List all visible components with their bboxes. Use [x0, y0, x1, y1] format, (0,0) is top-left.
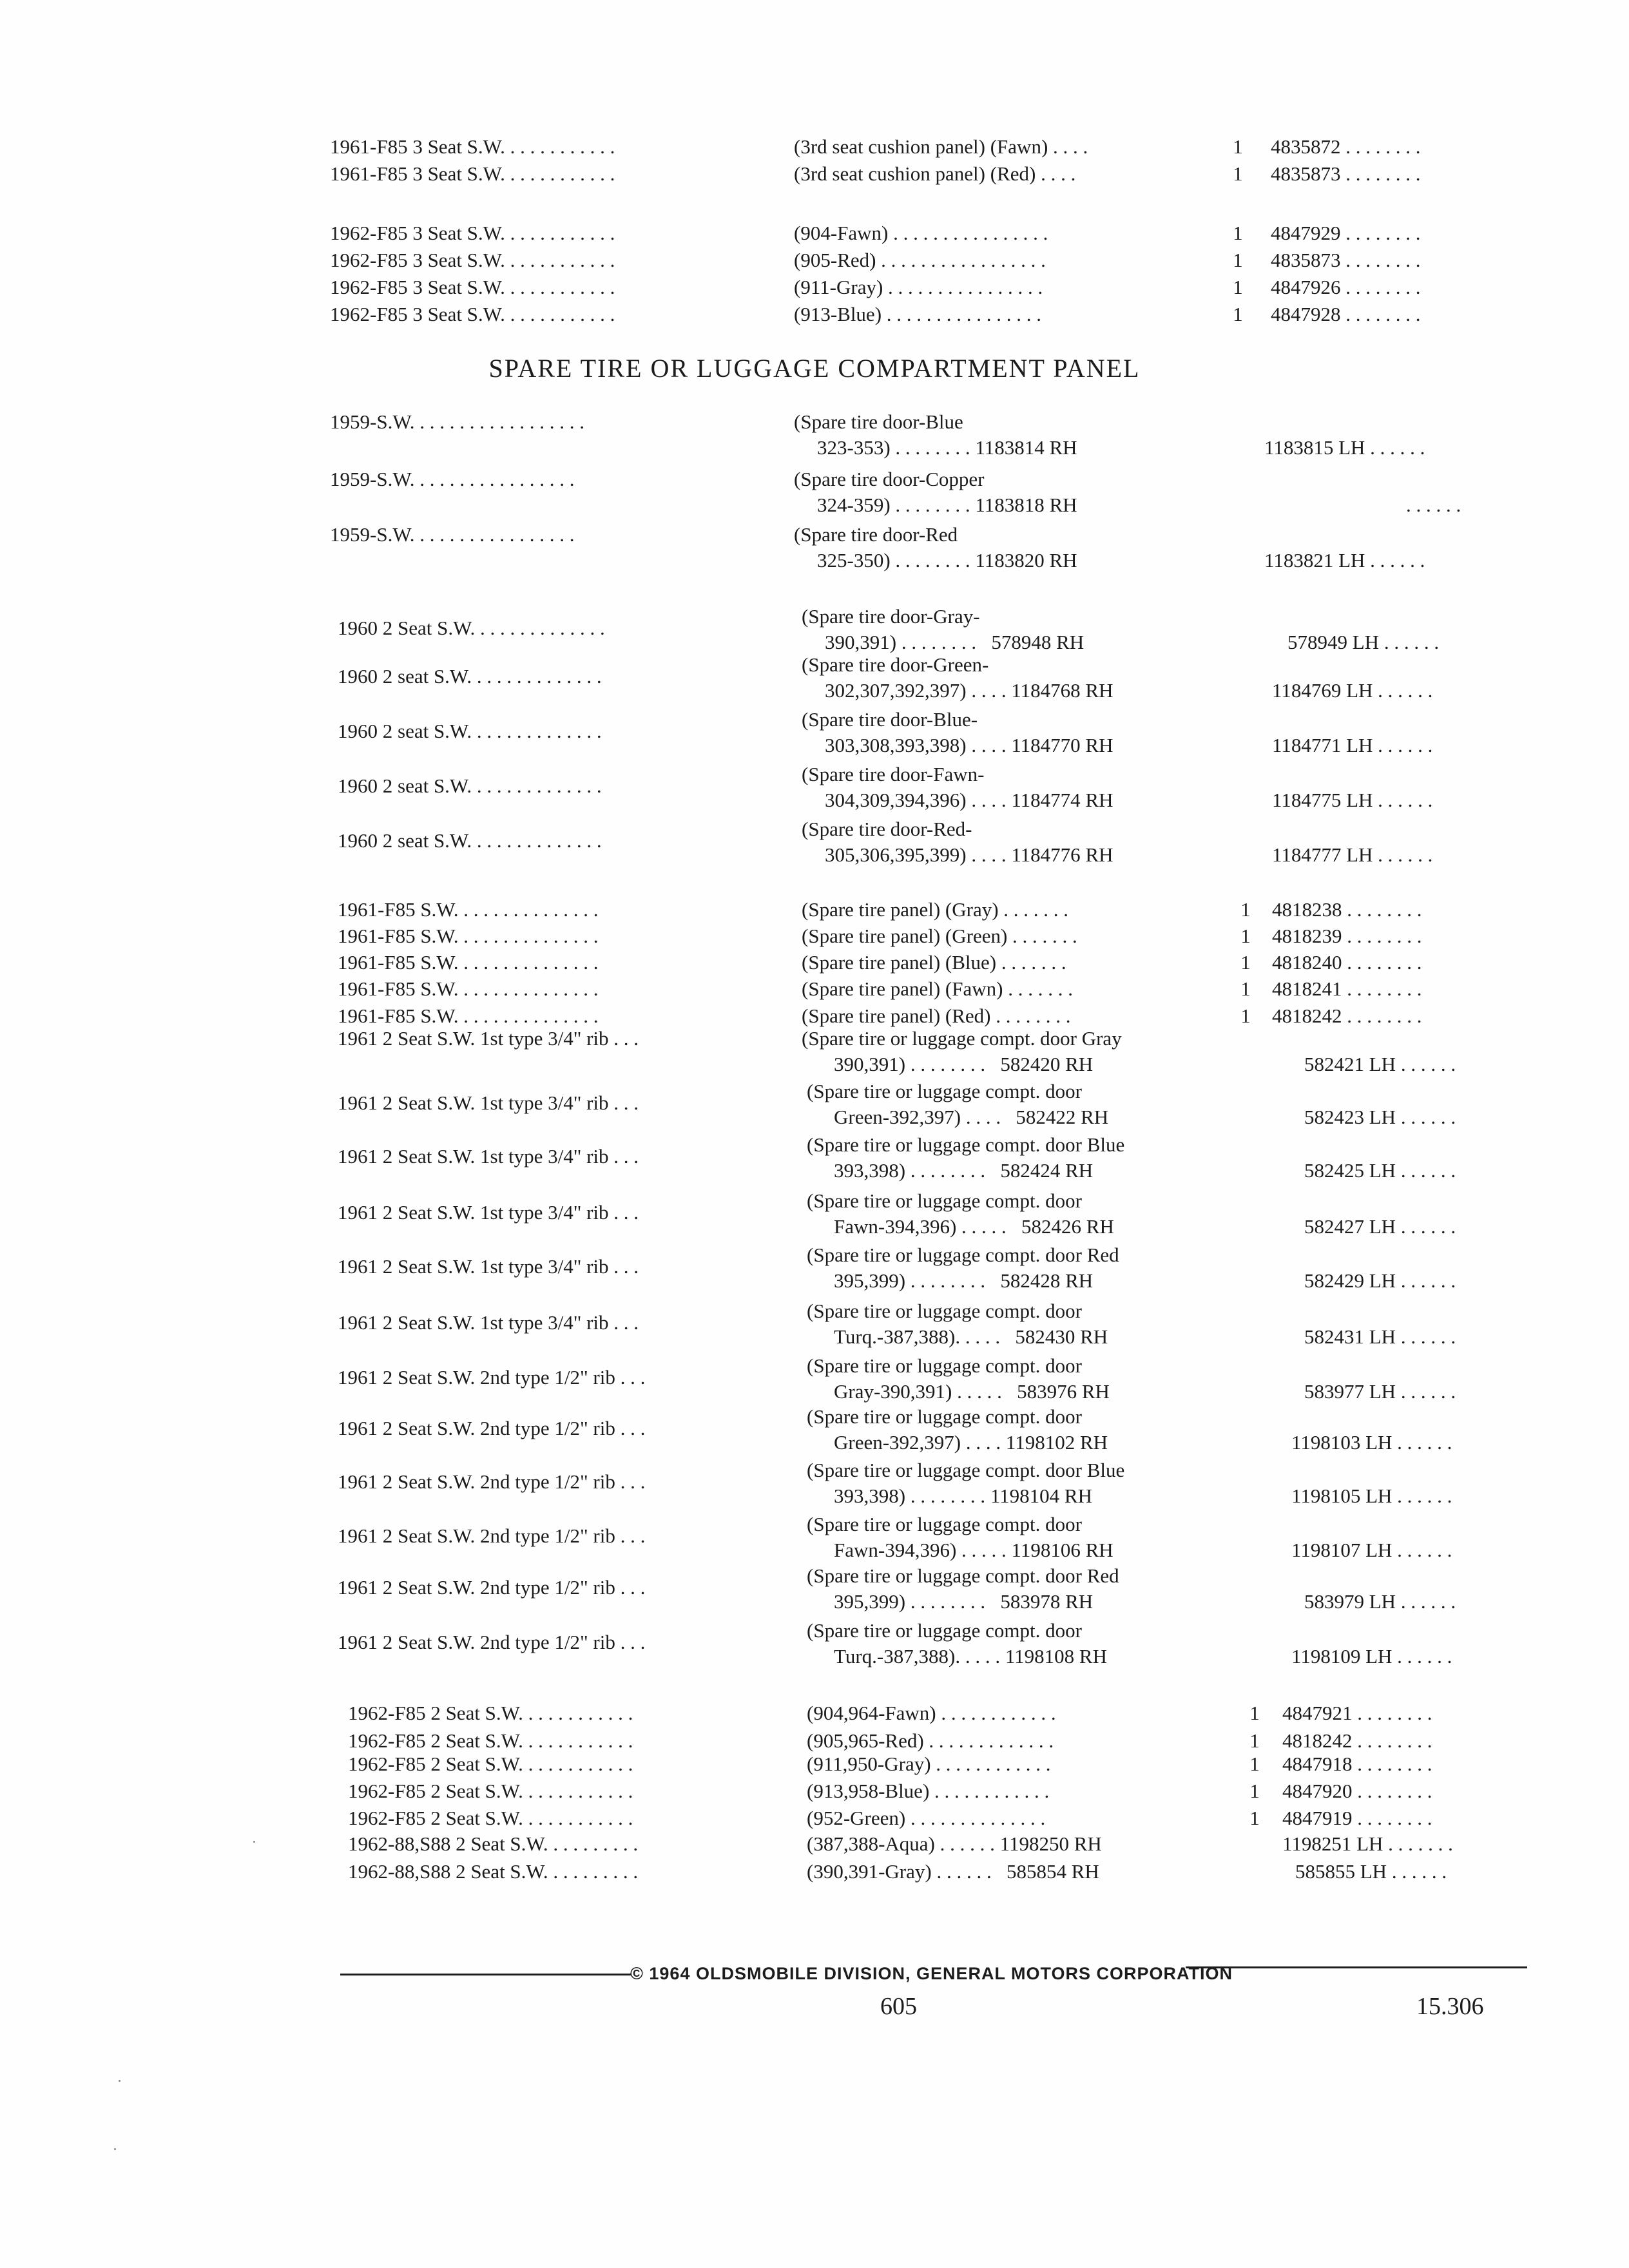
description-cell: (913,958-Blue) . . . . . . . . . . . .	[807, 1780, 1050, 1802]
lh-part-cell: 1184771 LH . . . . . .	[1272, 734, 1433, 756]
description-cell: (3rd seat cushion panel) (Red) . . . .	[794, 162, 1076, 185]
model-cell: 1959-S.W. . . . . . . . . . . . . . . . .	[330, 468, 575, 490]
model-cell: 1959-S.W. . . . . . . . . . . . . . . . .	[330, 523, 575, 546]
part-number-cell: 4847926 . . . . . . . .	[1271, 276, 1421, 298]
description-line: (Spare tire door-Copper	[794, 468, 985, 490]
rh-part-line: Green-392,397) . . . . 1198102 RH	[834, 1431, 1108, 1454]
model-cell: 1961 2 Seat S.W. 2nd type 1/2" rib . . .	[338, 1366, 646, 1389]
model-cell: 1960 2 seat S.W. . . . . . . . . . . . . .	[338, 774, 602, 797]
table-row	[338, 1352, 1456, 1407]
quantity-cell: 1	[1233, 276, 1243, 298]
description-cell: (905-Red) . . . . . . . . . . . . . . . . .	[794, 249, 1046, 271]
rh-part-line: 395,399) . . . . . . . . 583978 RH	[834, 1590, 1094, 1613]
rh-part-line: Fawn-394,396) . . . . . 1198106 RH	[834, 1539, 1113, 1561]
table-row	[338, 1024, 1456, 1080]
model-cell: 1962-F85 3 Seat S.W. . . . . . . . . . . .	[330, 276, 615, 298]
table-row	[338, 1241, 1456, 1296]
model-cell: 1961-F85 S.W. . . . . . . . . . . . . . .	[338, 925, 599, 947]
model-cell: 1961 2 Seat S.W. 1st type 3/4" rib . . .	[338, 1311, 639, 1334]
table-row	[330, 160, 1421, 188]
description-line: (Spare tire or luggage compt. door Blue	[807, 1459, 1125, 1481]
table-row	[348, 1777, 1432, 1805]
lh-part-cell: 1184775 LH . . . . . .	[1272, 789, 1433, 811]
lh-part-cell: 1183815 LH . . . . . .	[1264, 436, 1425, 459]
copyright-notice: © 1964 OLDSMOBILE DIVISION, GENERAL MOTORS CORPORATION	[630, 1964, 1233, 1983]
quantity-cell: 1	[1240, 925, 1251, 947]
part-number-cell: 4818239 . . . . . . . .	[1272, 925, 1422, 947]
part-number-cell: 4847918 . . . . . . . .	[1282, 1753, 1432, 1775]
description-line: (Spare tire door-Blue-	[802, 708, 978, 731]
table-row	[338, 1077, 1456, 1133]
rh-part-line: 304,309,394,396) . . . . 1184774 RH	[825, 789, 1113, 811]
description-line: (Spare tire or luggage compt. door	[807, 1619, 1082, 1642]
table-row	[330, 465, 1461, 521]
description-cell: (390,391-Gray) . . . . . . 585854 RH	[807, 1860, 1099, 1883]
table-row	[330, 246, 1421, 274]
model-cell: 1962-F85 3 Seat S.W. . . . . . . . . . . .	[330, 303, 615, 325]
quantity-cell: 1	[1233, 222, 1243, 244]
part-number-cell: 4847928 . . . . . . . .	[1271, 303, 1421, 325]
quantity-cell: 1	[1233, 162, 1243, 185]
description-cell: (3rd seat cushion panel) (Fawn) . . . .	[794, 135, 1088, 158]
table-row	[338, 1456, 1452, 1512]
rh-part-line: 390,391) . . . . . . . . 578948 RH	[825, 631, 1084, 653]
description-cell: (387,388-Aqua) . . . . . . 1198250 RH	[807, 1832, 1102, 1855]
part-number-cell: 4818240 . . . . . . . .	[1272, 951, 1422, 974]
lh-part-cell: . . . . . .	[1406, 494, 1461, 516]
description-line: (Spare tire or luggage compt. door	[807, 1513, 1082, 1535]
lh-part-cell: 583979 LH . . . . . .	[1304, 1590, 1456, 1613]
table-row	[338, 1617, 1452, 1672]
part-number-cell: 4818242 . . . . . . . .	[1282, 1729, 1432, 1752]
model-cell: 1961 2 Seat S.W. 2nd type 1/2" rib . . .	[338, 1631, 646, 1653]
part-number-cell: 4835872 . . . . . . . .	[1271, 135, 1421, 158]
model-cell: 1962-F85 3 Seat S.W. . . . . . . . . . . .	[330, 249, 615, 271]
description-cell: (Spare tire panel) (Gray) . . . . . . .	[802, 898, 1069, 921]
scan-speck	[114, 2148, 116, 2150]
model-cell: 1962-F85 2 Seat S.W. . . . . . . . . . . .	[348, 1729, 633, 1752]
scan-speck	[119, 2080, 120, 2082]
part-number-cell: 1198251 LH . . . . . . .	[1282, 1832, 1453, 1855]
description-line: (Spare tire door-Red-	[802, 818, 972, 840]
description-cell: (Spare tire panel) (Green) . . . . . . .	[802, 925, 1077, 947]
description-cell: (Spare tire panel) (Red) . . . . . . . .	[802, 1004, 1071, 1027]
quantity-cell: 1	[1233, 249, 1243, 271]
rh-part-line: 302,307,392,397) . . . . 1184768 RH	[825, 679, 1113, 702]
table-row	[338, 1131, 1456, 1186]
rh-part-line: Gray-390,391) . . . . . 583976 RH	[834, 1380, 1110, 1403]
table-row	[338, 975, 1422, 1003]
lh-part-cell: 582423 LH . . . . . .	[1304, 1106, 1456, 1128]
quantity-cell: 1	[1233, 303, 1243, 325]
quantity-cell: 1	[1249, 1753, 1260, 1775]
rh-part-line: 303,308,393,398) . . . . 1184770 RH	[825, 734, 1113, 756]
model-cell: 1961 2 Seat S.W. 1st type 3/4" rib . . .	[338, 1201, 639, 1224]
table-row	[338, 815, 1433, 870]
description-line: (Spare tire or luggage compt. door Gray	[802, 1027, 1122, 1050]
rh-part-line: Green-392,397) . . . . 582422 RH	[834, 1106, 1109, 1128]
model-cell: 1961 2 Seat S.W. 1st type 3/4" rib . . .	[338, 1091, 639, 1114]
part-number-cell: 4818241 . . . . . . . .	[1272, 977, 1422, 1000]
rh-part-line: Turq.-387,388). . . . . 582430 RH	[834, 1325, 1108, 1348]
part-number-cell: 4847921 . . . . . . . .	[1282, 1702, 1432, 1724]
model-cell: 1962-F85 3 Seat S.W. . . . . . . . . . . .	[330, 222, 615, 244]
model-cell: 1959-S.W. . . . . . . . . . . . . . . . . .	[330, 410, 584, 433]
model-cell: 1962-F85 2 Seat S.W. . . . . . . . . . . .	[348, 1702, 633, 1724]
table-row	[338, 922, 1422, 950]
model-cell: 1962-88,S88 2 Seat S.W. . . . . . . . . .	[348, 1832, 639, 1855]
part-number-cell: 4847920 . . . . . . . .	[1282, 1780, 1432, 1802]
table-row	[348, 1699, 1432, 1727]
table-row	[338, 602, 1440, 658]
rh-part-line: 323-353) . . . . . . . . 1183814 RH	[817, 436, 1077, 459]
description-cell: (Spare tire panel) (Fawn) . . . . . . .	[802, 977, 1073, 1000]
quantity-cell: 1	[1249, 1702, 1260, 1724]
table-row	[330, 219, 1421, 247]
model-cell: 1961 2 Seat S.W. 2nd type 1/2" rib . . .	[338, 1417, 646, 1439]
table-row	[338, 1562, 1456, 1617]
part-number-cell: 4818242 . . . . . . . .	[1272, 1004, 1422, 1027]
lh-part-cell: 1198107 LH . . . . . .	[1291, 1539, 1452, 1561]
lh-part-cell: 582431 LH . . . . . .	[1304, 1325, 1456, 1348]
description-cell: (911,950-Gray) . . . . . . . . . . . .	[807, 1753, 1051, 1775]
lh-part-cell: 1183821 LH . . . . . .	[1264, 549, 1425, 572]
model-cell: 1961-F85 S.W. . . . . . . . . . . . . . .	[338, 977, 599, 1000]
model-cell: 1961 2 Seat S.W. 1st type 3/4" rib . . .	[338, 1145, 639, 1168]
section-heading: SPARE TIRE OR LUGGAGE COMPARTMENT PANEL	[488, 354, 1141, 383]
description-line: (Spare tire or luggage compt. door	[807, 1354, 1082, 1377]
description-line: (Spare tire or luggage compt. door	[807, 1405, 1082, 1428]
rh-part-line: 305,306,395,399) . . . . 1184776 RH	[825, 843, 1113, 866]
description-line: (Spare tire door-Blue	[794, 410, 963, 433]
table-row	[330, 300, 1421, 329]
table-row	[348, 1804, 1432, 1832]
table-row	[338, 651, 1433, 706]
table-row	[330, 133, 1421, 161]
quantity-cell: 1	[1240, 951, 1251, 974]
description-line: (Spare tire door-Gray-	[802, 605, 980, 628]
table-row	[338, 948, 1422, 977]
rh-part-line: Fawn-394,396) . . . . . 582426 RH	[834, 1215, 1114, 1238]
table-row	[338, 896, 1422, 924]
lh-part-cell: 583977 LH . . . . . .	[1304, 1380, 1456, 1403]
model-cell: 1961 2 Seat S.W. 1st type 3/4" rib . . .	[338, 1255, 639, 1278]
rh-part-line: 393,398) . . . . . . . . 1198104 RH	[834, 1485, 1092, 1507]
lh-part-cell: 1184777 LH . . . . . .	[1272, 843, 1433, 866]
lh-part-cell: 582427 LH . . . . . .	[1304, 1215, 1456, 1238]
description-line: (Spare tire door-Green-	[802, 653, 989, 676]
description-line: (Spare tire or luggage compt. door	[807, 1300, 1082, 1322]
description-cell: (904,964-Fawn) . . . . . . . . . . . .	[807, 1702, 1056, 1724]
table-row	[348, 1830, 1453, 1858]
model-cell: 1960 2 seat S.W. . . . . . . . . . . . . .	[338, 720, 602, 742]
model-cell: 1961-F85 S.W. . . . . . . . . . . . . . .	[338, 1004, 599, 1027]
lh-part-cell: 1198109 LH . . . . . .	[1291, 1645, 1452, 1667]
lh-part-cell: 578949 LH . . . . . .	[1287, 631, 1440, 653]
lh-part-cell: 1184769 LH . . . . . .	[1272, 679, 1433, 702]
part-number-cell: 4818238 . . . . . . . .	[1272, 898, 1422, 921]
model-cell: 1961-F85 3 Seat S.W. . . . . . . . . . . .	[330, 135, 615, 158]
model-cell: 1960 2 Seat S.W. . . . . . . . . . . . . .	[338, 617, 605, 639]
part-number-cell: 4847929 . . . . . . . .	[1271, 222, 1421, 244]
lh-part-cell: 1198105 LH . . . . . .	[1291, 1485, 1452, 1507]
description-line: (Spare tire door-Fawn-	[802, 763, 985, 785]
table-row	[338, 706, 1433, 761]
table-row	[338, 1187, 1456, 1242]
part-number-cell: 4847919 . . . . . . . .	[1282, 1807, 1432, 1829]
model-cell: 1961-F85 S.W. . . . . . . . . . . . . . .	[338, 951, 599, 974]
description-line: (Spare tire or luggage compt. door	[807, 1080, 1082, 1102]
part-number-cell: 585855 LH . . . . . .	[1295, 1860, 1447, 1883]
quantity-cell: 1	[1249, 1807, 1260, 1829]
page-number: 605	[880, 1993, 917, 2020]
lh-part-cell: 582425 LH . . . . . .	[1304, 1159, 1456, 1182]
part-number-cell: 4835873 . . . . . . . .	[1271, 162, 1421, 185]
description-line: (Spare tire or luggage compt. door Blue	[807, 1133, 1125, 1156]
description-cell: (913-Blue) . . . . . . . . . . . . . . . .	[794, 303, 1042, 325]
description-line: (Spare tire or luggage compt. door Red	[807, 1244, 1119, 1266]
description-cell: (952-Green) . . . . . . . . . . . . . .	[807, 1807, 1046, 1829]
quantity-cell: 1	[1249, 1729, 1260, 1752]
part-number-cell: 4835873 . . . . . . . .	[1271, 249, 1421, 271]
model-cell: 1960 2 seat S.W. . . . . . . . . . . . . .	[338, 665, 602, 687]
table-row	[348, 1750, 1432, 1778]
description-cell: (904-Fawn) . . . . . . . . . . . . . . . .	[794, 222, 1048, 244]
quantity-cell: 1	[1240, 898, 1251, 921]
model-cell: 1961 2 Seat S.W. 2nd type 1/2" rib . . .	[338, 1576, 646, 1599]
description-line: (Spare tire or luggage compt. door	[807, 1189, 1082, 1212]
scan-speck	[253, 1841, 255, 1843]
table-row	[338, 1403, 1452, 1458]
table-row	[330, 408, 1425, 463]
model-cell: 1961 2 Seat S.W. 2nd type 1/2" rib . . .	[338, 1524, 646, 1547]
description-line: (Spare tire or luggage compt. door Red	[807, 1564, 1119, 1587]
table-row	[338, 1297, 1456, 1352]
rh-part-line: 393,398) . . . . . . . . 582424 RH	[834, 1159, 1094, 1182]
rh-part-line: 390,391) . . . . . . . . 582420 RH	[834, 1053, 1094, 1075]
footer-rule-left	[340, 1974, 631, 1975]
model-cell: 1960 2 seat S.W. . . . . . . . . . . . . .	[338, 829, 602, 852]
model-cell: 1962-F85 2 Seat S.W. . . . . . . . . . . .	[348, 1807, 633, 1829]
description-cell: (Spare tire panel) (Blue) . . . . . . .	[802, 951, 1066, 974]
model-cell: 1961-F85 S.W. . . . . . . . . . . . . . .	[338, 898, 599, 921]
rh-part-line: 395,399) . . . . . . . . 582428 RH	[834, 1269, 1094, 1292]
rh-part-line: Turq.-387,388). . . . . 1198108 RH	[834, 1645, 1107, 1667]
table-row	[330, 273, 1421, 302]
model-cell: 1962-88,S88 2 Seat S.W. . . . . . . . . .	[348, 1860, 639, 1883]
model-cell: 1961-F85 3 Seat S.W. . . . . . . . . . . .	[330, 162, 615, 185]
model-cell: 1961 2 Seat S.W. 2nd type 1/2" rib . . .	[338, 1470, 646, 1493]
quantity-cell: 1	[1240, 1004, 1251, 1027]
lh-part-cell: 1198103 LH . . . . . .	[1291, 1431, 1452, 1454]
table-row	[338, 1510, 1452, 1566]
table-row	[338, 760, 1433, 816]
lh-part-cell: 582421 LH . . . . . .	[1304, 1053, 1456, 1075]
section-number: 15.306	[1416, 1993, 1484, 2020]
description-cell: (911-Gray) . . . . . . . . . . . . . . . .	[794, 276, 1043, 298]
quantity-cell: 1	[1240, 977, 1251, 1000]
rh-part-line: 325-350) . . . . . . . . 1183820 RH	[817, 549, 1077, 572]
quantity-cell: 1	[1249, 1780, 1260, 1802]
table-row	[330, 521, 1425, 576]
model-cell: 1961 2 Seat S.W. 1st type 3/4" rib . . .	[338, 1027, 639, 1050]
model-cell: 1962-F85 2 Seat S.W. . . . . . . . . . . .	[348, 1753, 633, 1775]
description-cell: (905,965-Red) . . . . . . . . . . . . .	[807, 1729, 1054, 1752]
quantity-cell: 1	[1233, 135, 1243, 158]
footer-rule-right	[1186, 1966, 1527, 1968]
table-row	[348, 1858, 1447, 1886]
model-cell: 1962-F85 2 Seat S.W. . . . . . . . . . . .	[348, 1780, 633, 1802]
description-line: (Spare tire door-Red	[794, 523, 958, 546]
lh-part-cell: 582429 LH . . . . . .	[1304, 1269, 1456, 1292]
rh-part-line: 324-359) . . . . . . . . 1183818 RH	[817, 494, 1077, 516]
